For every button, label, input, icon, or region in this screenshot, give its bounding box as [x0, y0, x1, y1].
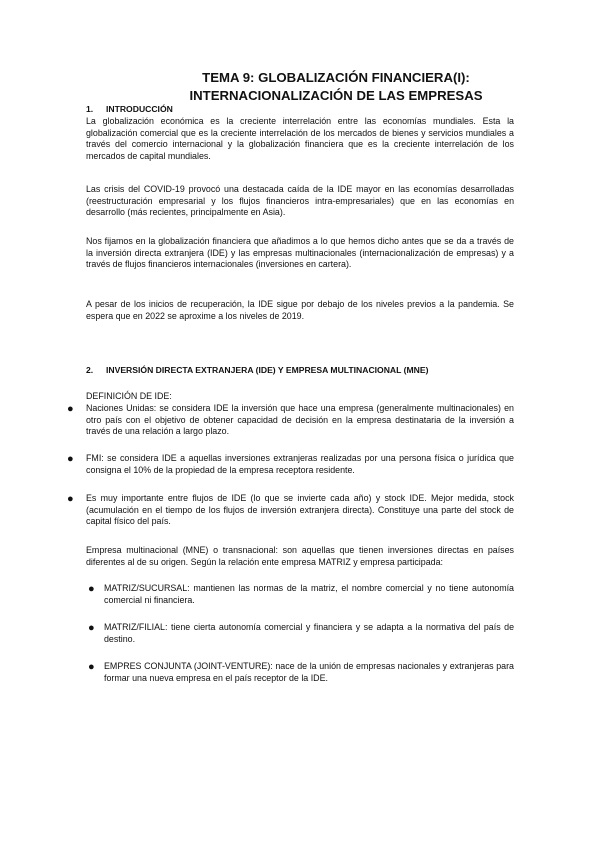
- title-line-1: TEMA 9: GLOBALIZACIÓN FINANCIERA(I):: [202, 70, 470, 85]
- title-line-2: INTERNACIONALIZACIÓN DE LAS EMPRESAS: [189, 88, 483, 103]
- paragraph: Nos fijamos en la globalización financiera que añadimos a lo que hemos dicho antes que se da a través de la inversión directa extranjera (IDE) y las empresas multinacionales (internacionalización de empresas) y a través de flujos financieros internacionales (inversiones en cartera).: [86, 236, 514, 270]
- bullet-icon: ●: [67, 403, 74, 415]
- sub-list-item: MATRIZ/SUCURSAL: mantienen las normas de la matriz, el nombre comercial y no tiene autonomía comercial ni financiera.: [104, 583, 514, 605]
- paragraph: A pesar de los inicios de recuperación, la IDE sigue por debajo de los niveles previos a la pandemia. Se espera que en 2022 se aproxime a los niveles de 2019.: [86, 299, 514, 321]
- definition-label: DEFINICIÓN DE IDE:: [86, 391, 172, 401]
- section-2-number: 2.: [86, 365, 94, 375]
- section-2-title: INVERSIÓN DIRECTA EXTRANJERA (IDE) Y EMPRESA MULTINACIONAL (MNE): [106, 365, 429, 375]
- bullet-icon: ●: [67, 493, 74, 505]
- section-2-heading: [86, 365, 428, 376]
- list-item: Naciones Unidas: se considera IDE la inversión que hace una empresa (generalmente multinacionales) en otro país con el objetivo de obtener capacidad de decisión en la empresa destinataria de la inversión a través de una relación a largo plazo.: [86, 403, 514, 437]
- bullet-icon: ●: [88, 661, 95, 673]
- list-item: FMI: se considera IDE a aquellas inversiones extranjeras realizadas por una persona física o jurídica que consigna el 10% de la propiedad de la empresa receptora residente.: [86, 453, 514, 475]
- document-title: [86, 69, 586, 105]
- bullet-icon: ●: [88, 583, 95, 595]
- section-1-number: 1.: [86, 104, 94, 114]
- paragraph: Las crisis del COVID-19 provocó una destacada caída de la IDE mayor en las economías desarrolladas (reestructuración empresarial y los flujos financieros intra-empresariales) que en las economías en desarrollo (más recientes, principalmente en Asia).: [86, 184, 514, 218]
- list-item: Es muy importante entre flujos de IDE (lo que se invierte cada año) y stock IDE. Mejor medida, stock (acumulación en el tiempo de los flujos de inversión extranjera directa). Constituye una parte del stock de capital físico del país.: [86, 493, 514, 527]
- bullet-icon: ●: [88, 622, 95, 634]
- section-1-heading: [86, 104, 173, 115]
- sub-list-item: EMPRES CONJUNTA (JOINT-VENTURE): nace de la unión de empresas nacionales y extranjeras para formar una nueva empresa en el país receptor de la IDE.: [104, 661, 514, 683]
- paragraph: La globalización económica es la creciente interrelación entre las economías mundiales. Esta la globalización comercial que es la creciente interrelación de los mercados de bienes y servicios mundiales a través del comercio internacional y la globalización financiera que es la creciente interrelación de los mercados de capital mundiales.: [86, 116, 514, 162]
- sub-list-item: MATRIZ/FILIAL: tiene cierta autonomía comercial y financiera y se adapta a la normativa del país de destino.: [104, 622, 514, 644]
- mne-paragraph: Empresa multinacional (MNE) o transnacional: son aquellas que tienen inversiones directas en países diferentes al de su origen. Según la relación ente empresa MATRIZ y empresa participada:: [86, 545, 514, 567]
- bullet-icon: ●: [67, 453, 74, 465]
- section-1-title: INTRODUCCIÓN: [106, 104, 173, 114]
